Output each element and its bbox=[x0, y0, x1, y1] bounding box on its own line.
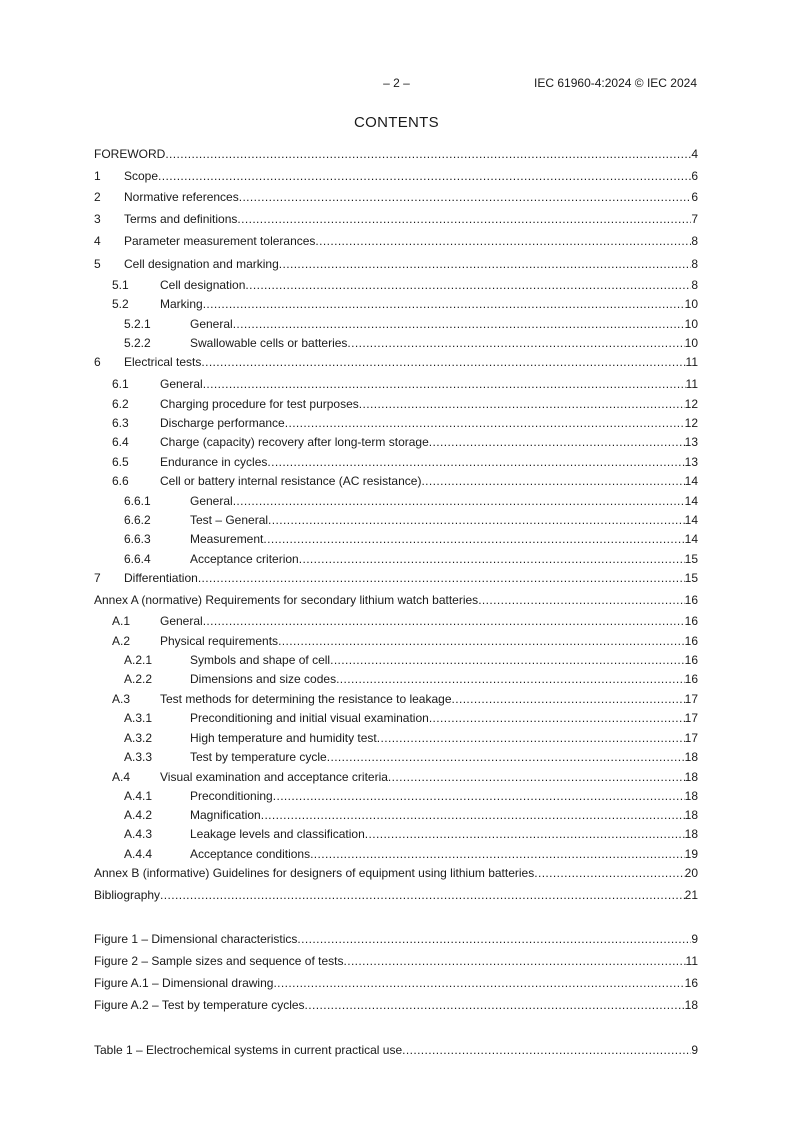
toc-entry-title: Visual examination and acceptance criteria bbox=[160, 770, 388, 784]
toc-entry-number: 6.3 bbox=[112, 416, 129, 430]
toc-leader-dots bbox=[263, 531, 684, 547]
toc-entry-number: A.3.3 bbox=[124, 750, 153, 764]
figure-entry-title: Figure A.1 – Dimensional drawing bbox=[94, 976, 274, 990]
toc-entry-title: General bbox=[160, 614, 203, 628]
toc-entry-number: 6.6.1 bbox=[124, 494, 151, 508]
toc-entry-title: Test – General bbox=[190, 513, 269, 527]
toc-entry[interactable] bbox=[112, 415, 698, 431]
toc-entry-title: General bbox=[160, 377, 203, 391]
toc-leader-dots bbox=[330, 652, 685, 668]
figure-entry-title: Figure 2 – Sample sizes and sequence of tests bbox=[94, 954, 344, 968]
figure-entry[interactable] bbox=[94, 997, 698, 1013]
toc-entry[interactable] bbox=[124, 749, 698, 765]
toc-entry[interactable] bbox=[94, 354, 698, 370]
toc-leader-dots bbox=[278, 633, 685, 649]
toc-leader-dots bbox=[245, 277, 691, 293]
toc-entry[interactable] bbox=[94, 233, 698, 249]
toc-leader-dots bbox=[347, 335, 684, 351]
toc-entry-page: 18 bbox=[684, 770, 698, 784]
toc-entry-page: 17 bbox=[684, 692, 698, 706]
toc-entry-number: 2 bbox=[94, 190, 101, 204]
toc-entry[interactable] bbox=[124, 551, 698, 567]
toc-entry-title: General bbox=[190, 494, 233, 508]
toc-entry[interactable] bbox=[112, 473, 698, 489]
toc-entry-title: Test methods for determining the resistance to leakage bbox=[160, 692, 452, 706]
toc-entry-title: FOREWORD bbox=[94, 147, 166, 161]
toc-entry[interactable] bbox=[112, 396, 698, 412]
toc-leader-dots bbox=[452, 691, 685, 707]
toc-leader-dots bbox=[359, 396, 685, 412]
toc-entry-page: 15 bbox=[684, 571, 698, 585]
toc-entry-page: 10 bbox=[684, 317, 698, 331]
toc-entry-page: 18 bbox=[684, 750, 698, 764]
toc-leader-dots bbox=[273, 788, 685, 804]
toc-entry-title: Bibliography bbox=[94, 888, 161, 902]
toc-entry-title: Swallowable cells or batteries bbox=[190, 336, 348, 350]
toc-entry[interactable] bbox=[94, 211, 698, 227]
toc-entry-number: A.4.1 bbox=[124, 789, 153, 803]
toc-entry-number: 3 bbox=[94, 212, 101, 226]
toc-entry[interactable] bbox=[112, 376, 698, 392]
toc-entry-title: Annex A (normative) Requirements for secondary lithium watch batteries bbox=[94, 593, 479, 607]
toc-entry-page: 17 bbox=[684, 731, 698, 745]
toc-leader-dots bbox=[429, 710, 685, 726]
toc-entry-title: Symbols and shape of cell bbox=[190, 653, 331, 667]
toc-entry-title: Acceptance criterion bbox=[190, 552, 299, 566]
toc-entry[interactable] bbox=[112, 296, 698, 312]
toc-entry-title: Differentiation bbox=[124, 571, 198, 585]
toc-entry[interactable] bbox=[94, 189, 698, 205]
toc-entry[interactable] bbox=[124, 826, 698, 842]
toc-entry[interactable] bbox=[94, 168, 698, 184]
toc-entry-title: Marking bbox=[160, 297, 203, 311]
toc-entry-title: Discharge performance bbox=[160, 416, 285, 430]
toc-entry-number: 6.2 bbox=[112, 397, 129, 411]
toc-leader-dots bbox=[305, 997, 685, 1013]
toc-entry-title: Scope bbox=[124, 169, 159, 183]
toc-leader-dots bbox=[336, 671, 685, 687]
toc-entry-page: 18 bbox=[684, 827, 698, 841]
toc-leader-dots bbox=[201, 354, 685, 370]
toc-entry-number: 6.6 bbox=[112, 474, 129, 488]
figure-entry[interactable] bbox=[94, 953, 698, 969]
toc-entry-page: 8 bbox=[691, 278, 698, 292]
toc-leader-dots bbox=[233, 316, 685, 332]
toc-entry-number: A.3.1 bbox=[124, 711, 153, 725]
toc-entry-title: Normative references bbox=[124, 190, 239, 204]
toc-entry-page: 18 bbox=[684, 808, 698, 822]
toc-leader-dots bbox=[203, 613, 685, 629]
toc-entry-number: 6.1 bbox=[112, 377, 129, 391]
figure-entry-page: 18 bbox=[684, 998, 698, 1012]
toc-leader-dots bbox=[267, 454, 684, 470]
toc-entry[interactable] bbox=[124, 671, 698, 687]
toc-leader-dots bbox=[310, 846, 685, 862]
toc-entry-page: 21 bbox=[684, 888, 698, 902]
toc-entry-number: 5 bbox=[94, 257, 101, 271]
toc-entry[interactable] bbox=[94, 592, 698, 608]
toc-entry[interactable] bbox=[124, 335, 698, 351]
toc-entry-title: Electrical tests bbox=[124, 355, 202, 369]
toc-entry-title: Cell designation and marking bbox=[124, 257, 279, 271]
toc-entry-page: 16 bbox=[684, 672, 698, 686]
toc-entry-title: Annex B (informative) Guidelines for designers of equipment using lithium batteries bbox=[94, 866, 535, 880]
figure-entry-title: Figure A.2 – Test by temperature cycles bbox=[94, 998, 305, 1012]
toc-entry-number: 6.6.4 bbox=[124, 552, 151, 566]
toc-entry[interactable] bbox=[124, 846, 698, 862]
toc-leader-dots bbox=[237, 211, 691, 227]
toc-entry[interactable] bbox=[112, 633, 698, 649]
toc-leader-dots bbox=[534, 865, 684, 881]
toc-entry-title: Test by temperature cycle bbox=[190, 750, 327, 764]
toc-leader-dots bbox=[160, 887, 685, 903]
toc-entry-page: 13 bbox=[684, 435, 698, 449]
toc-leader-dots bbox=[478, 592, 684, 608]
toc-entry-page: 19 bbox=[684, 847, 698, 861]
toc-entry-page: 20 bbox=[684, 866, 698, 880]
toc-entry[interactable] bbox=[94, 865, 698, 881]
toc-entry-title: Cell or battery internal resistance (AC resistance) bbox=[160, 474, 422, 488]
toc-leader-dots bbox=[327, 749, 685, 765]
toc-entry-number: 5.2.1 bbox=[124, 317, 151, 331]
toc-entry-number: A.1 bbox=[112, 614, 131, 628]
toc-entry-number: 5.1 bbox=[112, 278, 129, 292]
toc-leader-dots bbox=[203, 376, 686, 392]
toc-entry[interactable] bbox=[94, 256, 698, 272]
toc-leader-dots bbox=[261, 807, 685, 823]
figure-entry-page: 11 bbox=[685, 954, 698, 968]
toc-entry-number: 6 bbox=[94, 355, 101, 369]
toc-entry[interactable] bbox=[94, 887, 698, 903]
toc-entry-page: 17 bbox=[684, 711, 698, 725]
figure-entry-title: Figure 1 – Dimensional characteristics bbox=[94, 932, 298, 946]
toc-entry[interactable] bbox=[124, 788, 698, 804]
toc-leader-dots bbox=[377, 730, 685, 746]
toc-entry[interactable] bbox=[124, 316, 698, 332]
toc-entry-title: Preconditioning bbox=[190, 789, 273, 803]
toc-entry[interactable] bbox=[124, 512, 698, 528]
toc-entry-page: 16 bbox=[684, 593, 698, 607]
toc-leader-dots bbox=[233, 493, 685, 509]
toc-entry-page: 14 bbox=[684, 494, 698, 508]
toc-entry-number: A.3.2 bbox=[124, 731, 153, 745]
toc-leader-dots bbox=[165, 146, 691, 162]
toc-leader-dots bbox=[268, 512, 685, 528]
toc-entry-number: 4 bbox=[94, 234, 101, 248]
toc-entry-page: 13 bbox=[684, 455, 698, 469]
toc-entry[interactable] bbox=[124, 531, 698, 547]
table-entry-page: 9 bbox=[691, 1043, 698, 1057]
toc-entry-title: Endurance in cycles bbox=[160, 455, 268, 469]
toc-entry-page: 10 bbox=[684, 336, 698, 350]
toc-entry-number: 6.6.3 bbox=[124, 532, 151, 546]
toc-leader-dots bbox=[297, 931, 691, 947]
document-id: IEC 61960-4:2024 © IEC 2024 bbox=[534, 76, 697, 90]
toc-entry[interactable] bbox=[112, 434, 698, 450]
toc-entry[interactable] bbox=[112, 769, 698, 785]
toc-entry-page: 11 bbox=[685, 355, 698, 369]
toc-entry-title: Leakage levels and classification bbox=[190, 827, 365, 841]
toc-leader-dots bbox=[203, 296, 685, 312]
table-entry-title: Table 1 – Electrochemical systems in current practical use bbox=[94, 1043, 403, 1057]
toc-entry-page: 12 bbox=[684, 416, 698, 430]
toc-entry-number: 6.4 bbox=[112, 435, 129, 449]
toc-entry-number: A.2.1 bbox=[124, 653, 153, 667]
toc-leader-dots bbox=[273, 975, 684, 991]
toc-entry-title: Dimensions and size codes bbox=[190, 672, 337, 686]
toc-entry[interactable] bbox=[124, 730, 698, 746]
toc-entry[interactable] bbox=[112, 691, 698, 707]
toc-entry-page: 7 bbox=[691, 212, 698, 226]
toc-entry-number: A.3 bbox=[112, 692, 131, 706]
toc-entry-number: A.4.4 bbox=[124, 847, 153, 861]
page-number: – 2 – bbox=[383, 76, 410, 90]
toc-entry-title: Parameter measurement tolerances bbox=[124, 234, 316, 248]
page-title: CONTENTS bbox=[354, 114, 439, 131]
toc-entry-page: 6 bbox=[691, 190, 698, 204]
figure-entry[interactable] bbox=[94, 975, 698, 991]
toc-entry-number: 7 bbox=[94, 571, 101, 585]
toc-entry-page: 8 bbox=[691, 257, 698, 271]
toc-entry-page: 10 bbox=[684, 297, 698, 311]
toc-leader-dots bbox=[421, 473, 684, 489]
toc-entry-number: A.2 bbox=[112, 634, 131, 648]
toc-entry-number: 5.2 bbox=[112, 297, 129, 311]
toc-leader-dots bbox=[279, 256, 692, 272]
toc-entry-title: Terms and definitions bbox=[124, 212, 238, 226]
toc-leader-dots bbox=[285, 415, 685, 431]
toc-leader-dots bbox=[343, 953, 685, 969]
toc-entry-page: 16 bbox=[684, 634, 698, 648]
toc-entry-title: Preconditioning and initial visual examination bbox=[190, 711, 429, 725]
table-entry[interactable] bbox=[94, 1042, 698, 1058]
toc-entry-page: 16 bbox=[684, 614, 698, 628]
toc-entry[interactable] bbox=[112, 277, 698, 293]
toc-entry-page: 14 bbox=[684, 474, 698, 488]
toc-entry-page: 15 bbox=[684, 552, 698, 566]
toc-entry[interactable] bbox=[112, 613, 698, 629]
toc-entry[interactable] bbox=[94, 570, 698, 586]
toc-entry[interactable] bbox=[94, 146, 698, 162]
toc-entry-page: 11 bbox=[685, 377, 698, 391]
toc-entry-number: A.4.3 bbox=[124, 827, 153, 841]
toc-entry-title: Measurement bbox=[190, 532, 264, 546]
figure-entry-page: 16 bbox=[684, 976, 698, 990]
toc-entry-title: General bbox=[190, 317, 233, 331]
toc-entry-title: Charging procedure for test purposes bbox=[160, 397, 359, 411]
toc-entry-title: Cell designation bbox=[160, 278, 246, 292]
figure-entry-page: 9 bbox=[691, 932, 698, 946]
figure-entry[interactable] bbox=[94, 931, 698, 947]
toc-entry-number: 6.5 bbox=[112, 455, 129, 469]
toc-entry-number: A.4 bbox=[112, 770, 131, 784]
toc-entry[interactable] bbox=[124, 807, 698, 823]
toc-entry-title: Physical requirements bbox=[160, 634, 279, 648]
toc-entry[interactable] bbox=[112, 454, 698, 470]
toc-entry-page: 18 bbox=[684, 789, 698, 803]
toc-leader-dots bbox=[299, 551, 685, 567]
toc-entry-page: 4 bbox=[691, 147, 698, 161]
toc-entry-number: A.4.2 bbox=[124, 808, 153, 822]
toc-leader-dots bbox=[402, 1042, 691, 1058]
toc-entry-title: Acceptance conditions bbox=[190, 847, 311, 861]
toc-entry-page: 6 bbox=[691, 169, 698, 183]
toc-leader-dots bbox=[158, 168, 691, 184]
toc-entry-number: 6.6.2 bbox=[124, 513, 151, 527]
toc-entry-page: 12 bbox=[684, 397, 698, 411]
toc-entry[interactable] bbox=[124, 493, 698, 509]
toc-leader-dots bbox=[365, 826, 685, 842]
toc-entry-number: 1 bbox=[94, 169, 101, 183]
toc-leader-dots bbox=[388, 769, 685, 785]
toc-leader-dots bbox=[429, 434, 685, 450]
toc-leader-dots bbox=[239, 189, 692, 205]
toc-entry-title: Magnification bbox=[190, 808, 261, 822]
toc-entry[interactable] bbox=[124, 710, 698, 726]
toc-entry-number: 5.2.2 bbox=[124, 336, 151, 350]
toc-entry-title: High temperature and humidity test bbox=[190, 731, 377, 745]
toc-entry-page: 16 bbox=[684, 653, 698, 667]
toc-entry-page: 14 bbox=[684, 532, 698, 546]
toc-entry-number: A.2.2 bbox=[124, 672, 153, 686]
toc-entry-page: 14 bbox=[684, 513, 698, 527]
toc-entry[interactable] bbox=[124, 652, 698, 668]
toc-entry-page: 8 bbox=[691, 234, 698, 248]
toc-leader-dots bbox=[315, 233, 691, 249]
toc-entry-title: Charge (capacity) recovery after long-term storage bbox=[160, 435, 429, 449]
toc-leader-dots bbox=[198, 570, 685, 586]
